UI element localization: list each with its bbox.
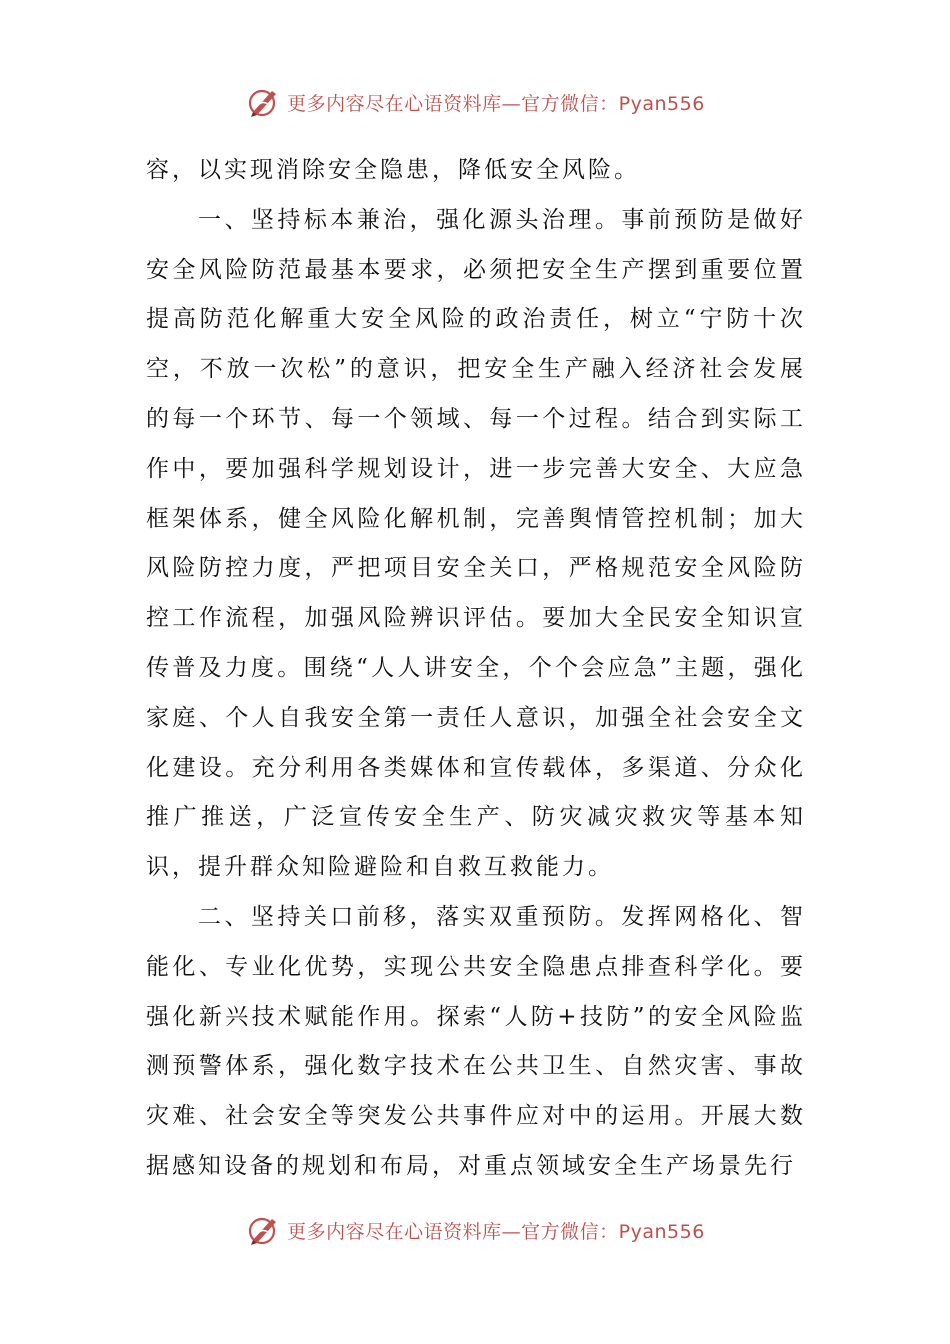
paragraph-section-two: 二、坚持关口前移，落实双重预防。发挥网格化、智能化、专业化优势，实现公共安全隐患点排查科学化。要强化新兴技术赋能作用。探索“人防+技防”的安全风险监测预警体系，强化数字技术在公共卫生、自然灾害、事故灾难、社会安全等突发公共事件应对中的运用。开展大数据感知设备的规划和布局，对重点领域安全生产场景先行 <box>146 903 806 1179</box>
header-banner-text: 更多内容尽在心语资料库—官方微信：Pyan556 <box>287 92 705 115</box>
header-banner <box>0 82 950 122</box>
footer-banner-text: 更多内容尽在心语资料库—官方微信：Pyan556 <box>287 1220 705 1243</box>
pen-circle-logo-icon <box>245 1212 281 1248</box>
footer-banner <box>0 1210 950 1250</box>
paragraph-section-one: 一、坚持标本兼治，强化源头治理。事前预防是做好安全风险防范最基本要求，必须把安全生产摆到重要位置提高防范化解重大安全风险的政治责任，树立“宁防十次空，不放一次松”的意识，把安全生产融入经济社会发展的每一个环节、每一个领域、每一个过程。结合到实际工作中，要加强科学规划设计，进一步完善大安全、大应急框架体系，健全风险化解机制，完善舆情管控机制；加大风险防控力度，严把项目安全关口，严格规范安全风险防控工作流程，加强风险辨识评估。要加大全民安全知识宣传普及力度。围绕“人人讲安全，个个会应急”主题，强化家庭、个人自我安全第一责任人意识，加强全社会安全文化建设。充分利用各类媒体和宣传载体，多渠道、分众化推广推送，广泛宣传安全生产、防灾减灾救灾等基本知识，提升群众知险避险和自救互救能力。 <box>146 206 806 881</box>
paragraph-continuation: 容，以实现消除安全隐患，降低安全风险。 <box>146 157 640 183</box>
pen-circle-logo-icon <box>245 84 281 120</box>
document-body <box>146 146 806 1192</box>
